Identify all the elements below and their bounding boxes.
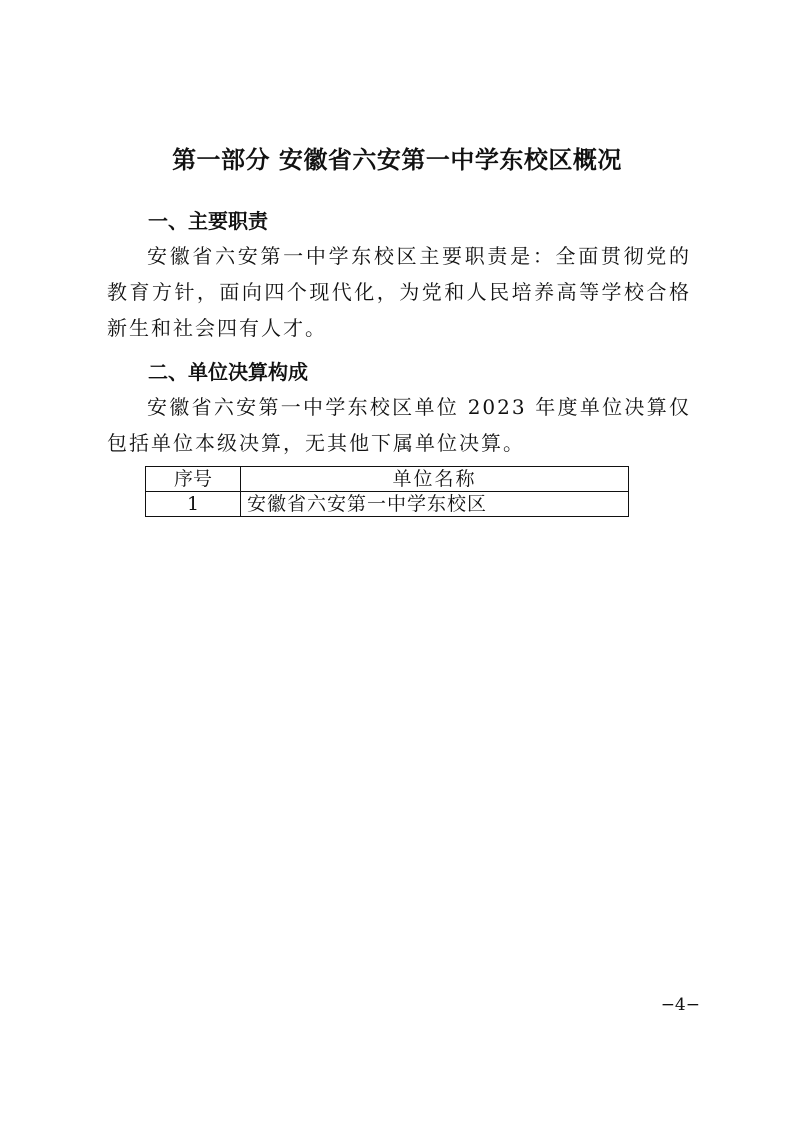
table-cell-unit-name: 安徽省六安第一中学东校区 <box>241 492 629 517</box>
section-heading-main-duties: 一、主要职责 <box>148 209 268 233</box>
section-heading-budget-composition: 二、单位决算构成 <box>148 360 308 384</box>
table-header-unit-name: 单位名称 <box>241 467 629 492</box>
unit-table <box>145 466 629 517</box>
table-header-row <box>146 467 629 492</box>
table-header-seq: 序号 <box>146 467 241 492</box>
page-title: 第一部分 安徽省六安第一中学东校区概况 <box>172 146 622 174</box>
budget-composition-paragraph: 安徽省六安第一中学东校区单位 2023 年度单位决算仅包括单位本级决算，无其他下属单位决算。 <box>107 395 691 455</box>
main-duties-paragraph: 安徽省六安第一中学东校区主要职责是：全面贯彻党的教育方针，面向四个现代化，为党和人民培养高等学校合格新生和社会四有人才。 <box>107 244 691 340</box>
table-cell-seq: 1 <box>146 492 241 517</box>
table-row <box>146 492 629 517</box>
page-number: −4− <box>660 995 700 1015</box>
